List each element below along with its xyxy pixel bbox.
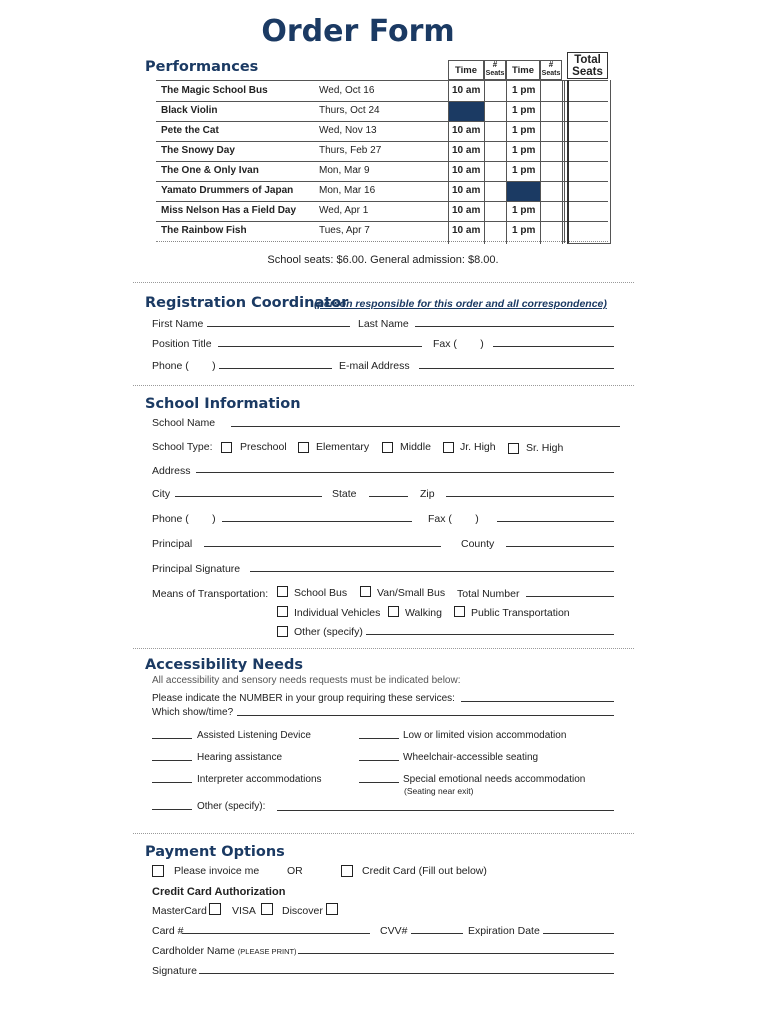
mastercard-checkbox[interactable] (209, 903, 221, 915)
preschool-label: Preschool (240, 441, 287, 453)
walking-checkbox[interactable] (388, 606, 399, 617)
table-row: Pete the Cat Wed, Nov 13 10 am 1 pm (156, 121, 608, 142)
hearing-field[interactable] (152, 760, 192, 761)
total-number-label: Total Number (457, 588, 520, 600)
low-vision-label: Low or limited vision accommodation (403, 730, 567, 741)
emotional-needs-label: Special emotional needs accommodation (403, 774, 586, 785)
sr-high-checkbox[interactable] (508, 443, 519, 454)
cardholder-label (152, 945, 297, 957)
wheelchair-label: Wheelchair-accessible seating (403, 752, 539, 763)
other-transport-field[interactable] (366, 634, 614, 635)
school-bus-checkbox[interactable] (277, 586, 288, 597)
zip-label: Zip (420, 488, 435, 500)
individual-vehicles-checkbox[interactable] (277, 606, 288, 617)
hearing-label: Hearing assistance (197, 752, 283, 763)
other-transport-label: Other (specify) (294, 626, 363, 638)
wheelchair-field[interactable] (359, 760, 399, 761)
card-number-field[interactable] (182, 933, 370, 934)
divider (133, 385, 634, 386)
school-name-field[interactable] (231, 426, 620, 427)
elementary-label: Elementary (316, 441, 370, 453)
discover-label: Discover (282, 905, 323, 917)
public-transport-checkbox[interactable] (454, 606, 465, 617)
table-row: The Rainbow Fish Tues, Apr 7 10 am 1 pm (156, 221, 608, 242)
table-row: Yamato Drummers of Japan Mon, Mar 16 10 am (156, 181, 608, 202)
state-label: State (332, 488, 357, 500)
total-seats-header: Total Seats (567, 52, 608, 79)
first-name-label: First Name (152, 318, 204, 330)
unavailable-slot (449, 102, 484, 121)
payment-heading: Payment Options (145, 844, 285, 860)
email-field[interactable] (419, 368, 614, 369)
emotional-needs-field[interactable] (359, 782, 399, 783)
phone-label: Phone ( ) (152, 360, 216, 372)
signature-label: Signature (152, 965, 197, 977)
zip-field[interactable] (446, 496, 614, 497)
unavailable-slot (507, 182, 540, 201)
other-needs-count-field[interactable] (152, 809, 192, 810)
principal-field[interactable] (204, 546, 441, 547)
jr-high-label: Jr. High (460, 441, 496, 453)
divider (133, 648, 634, 649)
other-transport-checkbox[interactable] (277, 626, 288, 637)
credit-card-checkbox[interactable] (341, 865, 353, 877)
divider (133, 282, 634, 283)
cardholder-name-text: Cardholder Name (152, 945, 235, 957)
expiration-label: Expiration Date (468, 925, 540, 937)
time1-header: Time (448, 60, 484, 80)
sr-high-label: Sr. High (526, 442, 564, 454)
middle-checkbox[interactable] (382, 442, 393, 453)
discover-checkbox[interactable] (326, 903, 338, 915)
interpreter-label: Interpreter accommodations (197, 774, 322, 785)
phone-field[interactable] (219, 368, 332, 369)
seating-note: (Seating near exit) (404, 786, 474, 796)
school-fax-label: Fax ( ) (428, 513, 479, 525)
city-field[interactable] (175, 496, 322, 497)
low-vision-field[interactable] (359, 738, 399, 739)
expiration-field[interactable] (543, 933, 614, 934)
time2-header: Time (506, 60, 540, 80)
fax-label: Fax ( ) (433, 338, 484, 350)
table-row: The Magic School Bus Wed, Oct 16 10 am 1 pm (156, 81, 608, 102)
address-field[interactable] (196, 472, 614, 473)
table-row: Black Violin Thurs, Oct 24 1 pm (156, 101, 608, 122)
preschool-checkbox[interactable] (221, 442, 232, 453)
last-name-label: Last Name (358, 318, 409, 330)
signature-field[interactable] (199, 973, 614, 974)
table-row: The One & Only Ivan Mon, Mar 9 10 am 1 pm (156, 161, 608, 182)
seats2-header: # Seats (540, 60, 562, 80)
city-label: City (152, 488, 171, 500)
other-needs-label: Other (specify): (197, 801, 266, 812)
principal-signature-label: Principal Signature (152, 563, 241, 575)
total-seats-column[interactable] (567, 80, 611, 244)
interpreter-field[interactable] (152, 782, 192, 783)
accessibility-heading: Accessibility Needs (145, 657, 304, 673)
transport-label: Means of Transportation: (152, 588, 269, 600)
listening-device-label: Assisted Listening Device (197, 730, 311, 741)
or-label: OR (287, 865, 303, 877)
individual-vehicles-label: Individual Vehicles (294, 607, 381, 619)
school-name-label: School Name (152, 417, 216, 429)
county-field[interactable] (506, 546, 614, 547)
cc-heading: Credit Card Authorization (152, 886, 286, 898)
invoice-checkbox[interactable] (152, 865, 164, 877)
total-number-field[interactable] (526, 596, 614, 597)
performances-table (156, 80, 608, 245)
which-show-label: Which show/time? (152, 707, 234, 718)
last-name-field[interactable] (415, 326, 614, 327)
fax-field[interactable] (493, 346, 614, 347)
middle-label: Middle (400, 441, 431, 453)
elementary-checkbox[interactable] (298, 442, 309, 453)
table-row: The Snowy Day Thurs, Feb 27 10 am 1 pm (156, 141, 608, 162)
first-name-field[interactable] (207, 326, 350, 327)
school-type-label: School Type: (152, 441, 213, 453)
jr-high-checkbox[interactable] (443, 442, 454, 453)
van-label: Van/Small Bus (377, 587, 446, 599)
school-phone-label: Phone ( ) (152, 513, 216, 525)
email-label: E-mail Address (339, 360, 410, 372)
other-needs-field[interactable] (277, 810, 614, 811)
school-heading: School Information (145, 396, 301, 412)
position-title-field[interactable] (218, 346, 422, 347)
which-show-field[interactable] (237, 715, 614, 716)
walking-label: Walking (405, 607, 442, 619)
number-field[interactable] (461, 701, 614, 702)
address-label: Address (152, 465, 191, 477)
accessibility-intro: All accessibility and sensory needs requests must be indicated below: (152, 675, 461, 686)
van-checkbox[interactable] (360, 586, 371, 597)
school-fax-field[interactable] (497, 521, 614, 522)
state-field[interactable] (369, 496, 408, 497)
cvv-label: CVV# (380, 925, 408, 937)
card-number-label: Card # (152, 925, 184, 937)
county-label: County (461, 538, 495, 550)
position-title-label: Position Title (152, 338, 212, 350)
price-note: School seats: $6.00. General admission: $8.00. (267, 254, 499, 266)
public-transport-label: Public Transportation (471, 607, 570, 619)
page-title: Order Form (261, 14, 455, 49)
listening-device-field[interactable] (152, 738, 192, 739)
registration-note: (person responsible for this order and all correspondence) (314, 298, 607, 310)
principal-label: Principal (152, 538, 193, 550)
seats1-header: # Seats (484, 60, 506, 80)
credit-card-label: Credit Card (Fill out below) (362, 865, 487, 877)
divider (133, 833, 634, 834)
principal-signature-field[interactable] (250, 571, 614, 572)
cvv-field[interactable] (411, 933, 463, 934)
visa-checkbox[interactable] (261, 903, 273, 915)
please-print-note: (PLEASE PRINT) (237, 947, 297, 956)
table-row: Miss Nelson Has a Field Day Wed, Apr 1 10 am 1 pm (156, 201, 608, 222)
school-bus-label: School Bus (294, 587, 348, 599)
cardholder-field[interactable] (298, 953, 614, 954)
mastercard-label: MasterCard (152, 905, 207, 917)
registration-heading: Registration Coordinator (145, 295, 349, 311)
number-prompt: Please indicate the NUMBER in your group requiring these services: (152, 693, 455, 704)
invoice-label: Please invoice me (174, 865, 260, 877)
school-phone-field[interactable] (222, 521, 412, 522)
performances-heading: Performances (145, 59, 259, 75)
visa-label: VISA (232, 905, 256, 917)
